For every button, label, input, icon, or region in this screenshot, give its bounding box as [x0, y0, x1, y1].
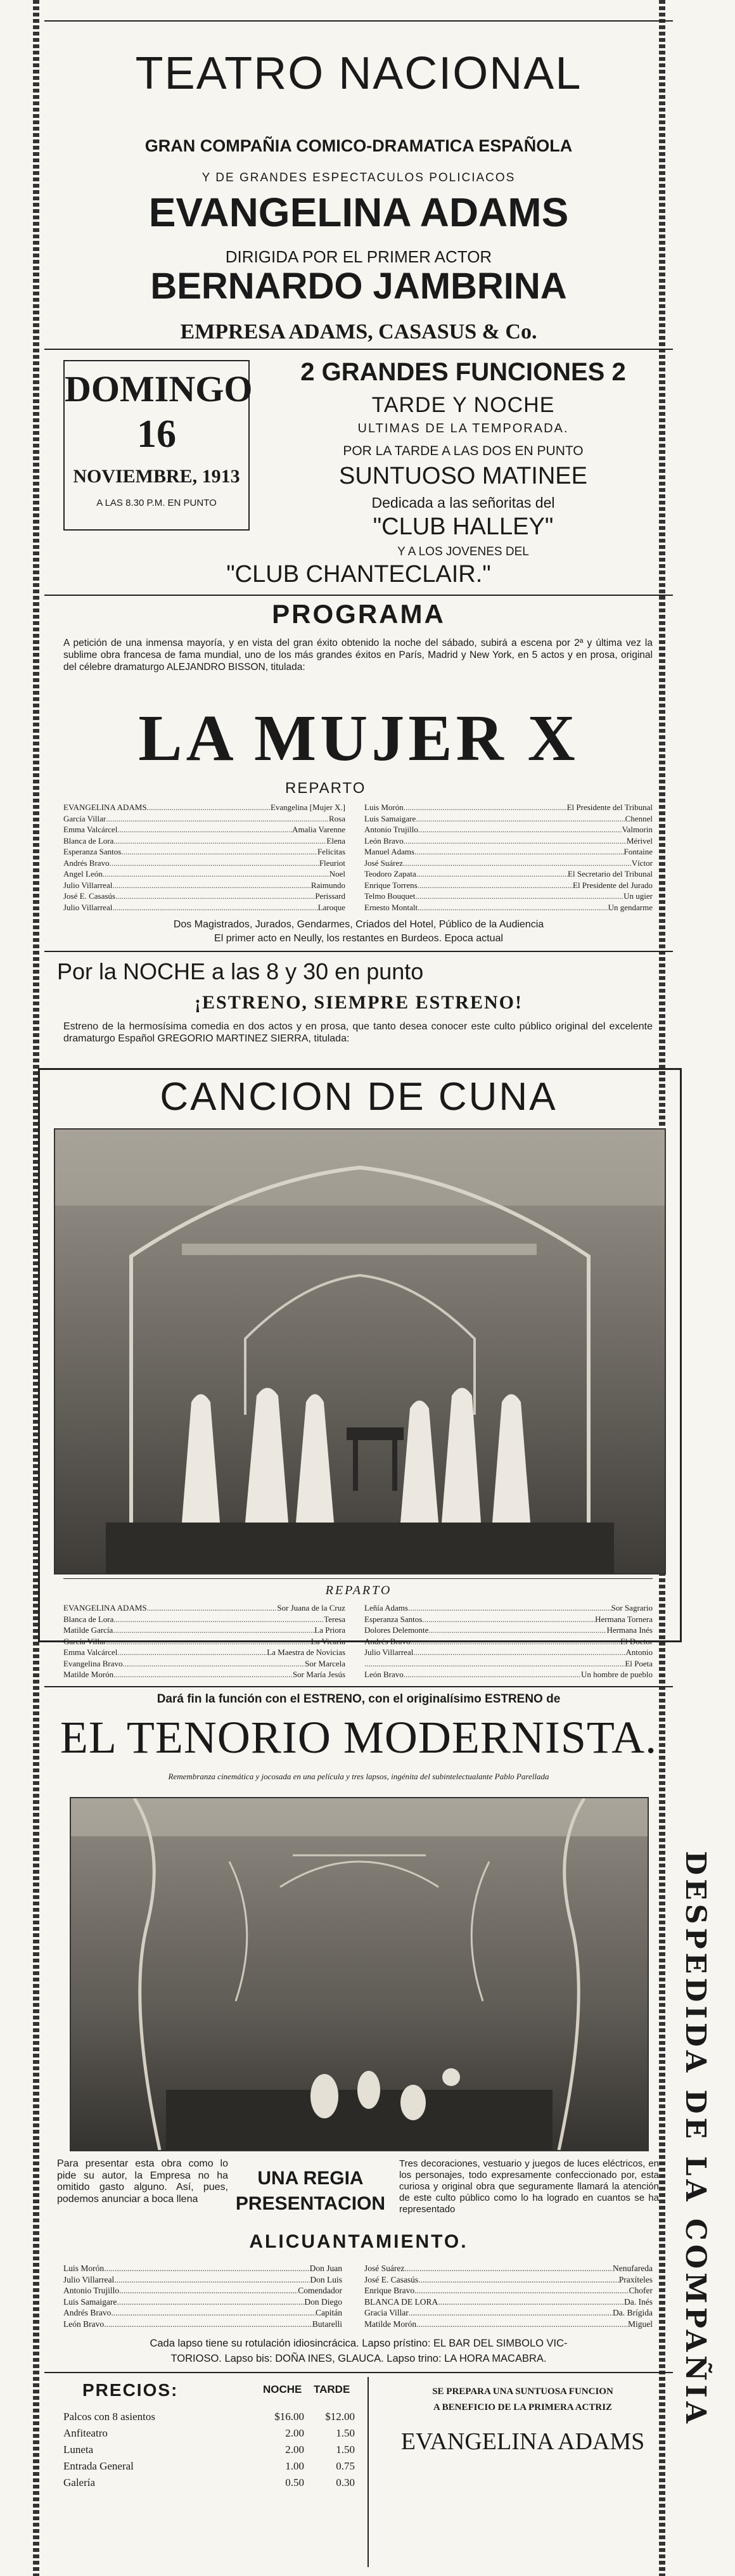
actor-name: Teodoro Zapata — [364, 869, 416, 879]
role-name: El Secretario del Tribunal — [568, 869, 653, 879]
actor-name: Julio Villarreal — [63, 880, 113, 890]
play-la-mujer-x: LA MUJER X — [138, 702, 579, 775]
actor-name: EVANGELINA ADAMS — [63, 802, 147, 812]
director-name: BERNARDO JAMBRINA — [150, 266, 567, 307]
cast-row — [364, 858, 653, 869]
leader-dots — [112, 880, 311, 891]
cast-row — [364, 1658, 653, 1670]
cast-row — [63, 1602, 345, 1614]
benefit-1: SE PREPARA UNA SUNTUOSA FUNCION — [432, 2386, 613, 2397]
role-name: Raimundo — [310, 880, 345, 890]
extras-1: Dos Magistrados, Jurados, Gendarmes, Criados del Hotel, Público de la Audiencia — [173, 919, 544, 930]
role-name: Mérivel — [626, 835, 653, 846]
functions-tarde-noche: TARDE Y NOCHE — [371, 393, 555, 417]
lapsos-1: Cada lapso tiene su rotulación idiosincrácica. Lapso prístino: EL BAR DEL SIMBOLO VIC- — [150, 2338, 568, 2349]
actor-name: Luis Samaigare — [364, 813, 416, 823]
leader-dots — [104, 2319, 312, 2330]
month-year: NOVIEMBRE, 1913 — [73, 466, 240, 487]
role-name: Sor Juana de la Cruz — [277, 1603, 345, 1613]
role-name: Don Juan — [309, 2264, 342, 2273]
actor-name: Telmo Bouquet — [364, 891, 416, 901]
actor-name: García Villar — [63, 1636, 106, 1646]
club-halley: "CLUB HALLEY" — [373, 513, 554, 540]
price-item: Galería — [63, 2476, 96, 2489]
leader-dots — [411, 1636, 621, 1647]
actor-name: José E. Casasús — [63, 891, 115, 901]
leader-dots — [113, 1669, 293, 1680]
leader-dots — [415, 891, 623, 902]
role-name: Teresa — [324, 1614, 345, 1624]
alicuantamiento-title: ALICUANTAMIENTO. — [249, 2231, 468, 2252]
leader-dots — [113, 1625, 314, 1636]
cast-row — [63, 1658, 345, 1670]
leader-dots — [119, 2285, 298, 2296]
prices-title: PRECIOS: — [82, 2380, 179, 2400]
price-noche: 1.00 — [285, 2460, 304, 2472]
photo-cancion-de-cuna — [54, 1128, 666, 1575]
col-noche: NOCHE — [263, 2383, 302, 2395]
cast-row — [63, 813, 345, 825]
leader-dots — [110, 858, 319, 869]
role-name: La Maestra de Novicias — [267, 1647, 345, 1657]
actor-name: Julio Villarreal — [364, 1647, 414, 1657]
programa-title: PROGRAMA — [272, 599, 445, 629]
role-name: El Poeta — [625, 1658, 653, 1668]
role-name: Un ugier — [623, 891, 653, 901]
actor-name: Antonio Trujillo — [364, 825, 418, 834]
role-name: El Doctor — [620, 1636, 653, 1646]
actor-name: José E. Casasús — [364, 2274, 419, 2284]
cast-list-mujer-left — [63, 802, 345, 913]
role-name: Valmorin — [622, 825, 653, 834]
price-noche: 0.50 — [285, 2476, 304, 2489]
actor-name: Luis Morón — [364, 802, 404, 812]
actor-name: Andrés Bravo — [63, 2308, 112, 2317]
cast-row — [364, 891, 653, 902]
actor-name: Blanca de Lora — [63, 1614, 114, 1624]
benefit-star: EVANGELINA ADAMS — [400, 2428, 645, 2455]
cast-row — [364, 2319, 653, 2330]
jovenes: Y A LOS JOVENES DEL — [397, 545, 529, 558]
cast-row — [364, 813, 653, 825]
role-name: Chennel — [625, 813, 653, 823]
actor-name: José Suárez — [364, 858, 404, 868]
cast-list-tenorio-right — [364, 2263, 653, 2329]
actor-name: Emma Valcárcel — [63, 825, 118, 834]
leader-dots — [418, 880, 573, 891]
leader-dots — [422, 1614, 595, 1625]
cast-row — [364, 1669, 653, 1680]
company-subline: Y DE GRANDES ESPECTACULOS POLICIACOS — [201, 171, 516, 184]
company-line: GRAN COMPAÑIA COMICO-DRAMATICA ESPAÑOLA — [144, 136, 573, 155]
actor-name: Enrique Bravo — [364, 2286, 415, 2295]
actor-name: Dolores Delemonte — [364, 1625, 429, 1635]
role-name: Fontaine — [623, 847, 653, 856]
cast-row — [364, 902, 653, 913]
actor-name: Matilde García — [63, 1625, 113, 1635]
leader-dots — [123, 1658, 305, 1670]
leader-dots — [113, 1614, 324, 1625]
cast-row — [63, 1625, 345, 1636]
role-name: Nenufareda — [613, 2264, 653, 2273]
actor-name: Matilde Morón — [364, 2319, 417, 2329]
reparto-2: REPARTO — [325, 1583, 392, 1597]
actor-name: Esperanza Santos — [364, 1614, 423, 1624]
cast-row — [364, 2307, 653, 2319]
cast-list-cuna-left — [63, 1602, 345, 1680]
tenorio-intro: Dará fin la función con el ESTRENO, con el originalísimo ESTRENO de — [157, 1692, 561, 1706]
cast-row — [63, 835, 345, 847]
actor-name: Evangelina Bravo — [63, 1658, 123, 1668]
cast-row — [63, 846, 345, 858]
cast-row — [63, 2285, 342, 2296]
actor-name: Angel León — [63, 869, 103, 879]
cast-row — [63, 891, 345, 902]
leader-dots — [117, 1647, 267, 1658]
poster-column — [44, 13, 673, 2567]
leader-dots — [438, 2296, 624, 2308]
role-name: Víctor — [631, 858, 653, 868]
leader-dots — [113, 835, 326, 847]
actor-name: Esperanza Santos — [63, 847, 122, 856]
leader-dots — [428, 1625, 606, 1636]
cast-row — [63, 802, 345, 813]
functions-headline: 2 GRANDES FUNCIONES 2 — [300, 358, 626, 386]
role-name: Sor María Jesús — [292, 1670, 345, 1679]
empresa: EMPRESA ADAMS, CASASUS & Co. — [180, 320, 537, 344]
leader-dots — [416, 2319, 628, 2330]
show-time: A LAS 8.30 P.M. EN PUNTO — [96, 498, 217, 508]
leader-dots — [104, 2263, 310, 2274]
leader-dots — [418, 824, 622, 835]
play-cancion-de-cuna: CANCION DE CUNA — [160, 1075, 558, 1119]
cast-row — [364, 835, 653, 847]
role-name: Noel — [329, 869, 345, 879]
leader-dots — [117, 824, 292, 835]
functions-afternoon: POR LA TARDE A LAS DOS EN PUNTO — [343, 444, 584, 458]
cast-row — [364, 2274, 653, 2286]
star-name: EVANGELINA ADAMS — [148, 190, 569, 235]
role-name: Sor Sagrario — [611, 1603, 653, 1613]
dedicated: Dedicada a las señoritas del — [371, 494, 555, 511]
leader-dots — [418, 2274, 619, 2286]
leader-dots — [106, 1636, 311, 1647]
day-name: DOMINGO — [65, 368, 253, 409]
role-name: Perissard — [315, 891, 345, 901]
price-tarde: 0.75 — [336, 2460, 355, 2472]
price-table — [63, 2409, 361, 2491]
actor-name: Blanca de Lora — [63, 835, 114, 846]
cast-row — [364, 2296, 653, 2308]
role-name: Fleuriot — [319, 858, 345, 868]
leader-dots — [414, 2285, 629, 2296]
leader-dots — [404, 2263, 613, 2274]
leader-dots — [103, 868, 329, 880]
reparto-1: REPARTO — [285, 780, 366, 797]
theater-name: TEATRO NACIONAL — [135, 48, 582, 99]
cast-row — [364, 868, 653, 880]
actor-name: Emma Valcárcel — [63, 1647, 118, 1657]
role-name: Un hombre de pueblo — [580, 1670, 653, 1679]
actor-name: Julio Villarreal — [63, 902, 113, 912]
matinee: SUNTUOSO MATINEE — [339, 463, 587, 489]
side-banner-despedida: DESPEDIDA DE LA COMPAÑIA — [679, 1851, 712, 2427]
benefit-2: A BENEFICIO DE LA PRIMERA ACTRIZ — [433, 2402, 613, 2412]
price-row — [63, 2458, 361, 2475]
actor-name: Enrique Torrens — [364, 880, 418, 890]
role-name: Evangelina [Mujer X.] — [270, 802, 345, 812]
leader-dots — [106, 813, 329, 825]
leader-dots — [404, 1669, 581, 1680]
cast-list-tenorio-left — [63, 2263, 342, 2329]
price-item: Anfiteatro — [63, 2427, 108, 2439]
role-name: El Presidente del Jurado — [573, 880, 653, 890]
cast-row — [63, 2263, 342, 2274]
cast-row — [364, 824, 653, 835]
stage-photo-2 — [71, 1798, 648, 2150]
cast-row — [63, 1636, 345, 1647]
role-name: Praxíteles — [618, 2274, 653, 2284]
cast-row — [63, 902, 345, 913]
actor-name: Matilde Morón — [63, 1670, 114, 1679]
actor-name: Andrés Bravo — [364, 1636, 411, 1646]
actor-name: Leñía Adams — [364, 1603, 408, 1613]
cast-row — [63, 824, 345, 835]
extras-2: El primer acto en Neully, los restantes en Burdeos. Epoca actual — [214, 933, 503, 944]
cast-row — [364, 802, 653, 813]
actor-name: Andrés Bravo — [63, 858, 110, 868]
role-name: Da. Brígida — [613, 2308, 653, 2317]
cast-row — [63, 880, 345, 891]
leader-dots — [147, 1602, 278, 1614]
role-name: Felicitas — [317, 847, 345, 856]
estreno-line: ¡ESTRENO, SIEMPRE ESTRENO! — [195, 992, 523, 1013]
leader-dots — [418, 902, 608, 913]
actor-name: León Bravo — [63, 2319, 105, 2329]
noche-intro: Estreno de la hermosísima comedia en dos actos y en prosa, que tanto desea conocer este culto público original del excelente dramaturgo Español GREGORIO MARTINEZ SIERRA, titulada: — [63, 1021, 653, 1044]
role-name: Laroque — [317, 902, 345, 912]
actor-name: Julio Villarreal — [63, 2274, 115, 2284]
price-tarde: 0.30 — [336, 2476, 355, 2489]
role-name: Chofer — [629, 2286, 653, 2295]
role-name: Da. Inés — [624, 2296, 653, 2307]
photo-tenorio — [70, 1797, 649, 2151]
tenorio-right-text: Tres decoraciones, vestuario y juegos de luces eléctricos, en los personajes, todo expresamente confeccionado por, esta curiosa y original obra que seguramente llamará la atención de este culto público como lo ha logrado en cuantos se ha representado — [399, 2158, 659, 2215]
day-number: 16 — [137, 413, 176, 456]
lapsos-2: TORIOSO. Lapso bis: DOÑA INES, GLAUCA. Lapso trino: LA HORA MACABRA. — [170, 2353, 547, 2364]
noche-line: Por la NOCHE a las 8 y 30 en punto — [57, 958, 424, 984]
price-noche: $16.00 — [274, 2411, 304, 2423]
cast-row — [63, 868, 345, 880]
actor-name: García Villar — [63, 813, 106, 823]
leader-dots — [112, 902, 317, 913]
leader-dots — [409, 2307, 613, 2319]
price-row — [63, 2475, 361, 2491]
cast-row — [364, 1625, 653, 1636]
leader-dots — [408, 1602, 611, 1614]
leader-dots — [115, 891, 315, 902]
role-name: Amalia Varenne — [292, 825, 345, 834]
role-name: Hermana Tornera — [595, 1614, 653, 1624]
price-noche: 2.00 — [285, 2427, 304, 2439]
price-item: Entrada General — [63, 2460, 134, 2472]
regia-2: PRESENTACION — [235, 2193, 386, 2214]
role-name: Don Luis — [310, 2274, 342, 2284]
cast-row — [364, 846, 653, 858]
leader-dots — [413, 1647, 625, 1658]
tenorio-sub: Remembranza cinemática y jocosada en una película y tres lapsos, ingénita del subintelectualante Pablo Parellada — [168, 1772, 549, 1781]
cast-list-cuna-right — [364, 1602, 653, 1680]
cast-row — [364, 1636, 653, 1647]
role-name: Don Diego — [304, 2296, 342, 2307]
role-name: Butarelli — [312, 2319, 342, 2329]
tenorio-left-text: Para presentar esta obra como lo pide su autor, la Empresa no ha omitido gasto alguno. Así, pues, podemos anunciar a boca llena — [57, 2158, 228, 2205]
role-name: Comendador — [298, 2286, 342, 2295]
cast-row — [63, 1647, 345, 1658]
price-tarde: 1.50 — [336, 2444, 355, 2456]
cast-row — [364, 880, 653, 891]
directed-by: DIRIGIDA POR EL PRIMER ACTOR — [225, 247, 492, 266]
actor-name: Manuel Adams — [364, 847, 415, 856]
leader-dots — [111, 2307, 316, 2319]
price-row — [63, 2442, 361, 2458]
actor-name: José Suárez — [364, 2264, 405, 2273]
cast-row — [63, 2274, 342, 2286]
role-name: Antonio — [625, 1647, 653, 1657]
actor-name: Luis Samaigare — [63, 2296, 117, 2307]
actor-name: León Bravo — [364, 1670, 404, 1679]
actor-name: EVANGELINA ADAMS — [63, 1603, 147, 1613]
programa-intro: A petición de una inmensa mayoría, y en vista del gran éxito obtenido la noche del sábado, subirá a escena por 2ª y última vez la sublime obra francesa de fama mundial, uno de los más grandes éxitos en París, Madrid y New York, en 5 actos y en prosa, original del célebre dramaturgo ALEJANDRO BISSON, titulada: — [63, 638, 653, 673]
actor-name: BLANCA DE LORA — [364, 2296, 438, 2307]
leader-dots — [364, 1658, 625, 1670]
role-name: Miguel — [628, 2319, 653, 2329]
role-name: Capitán — [316, 2308, 342, 2317]
role-name: La Vicaria — [310, 1636, 345, 1646]
cast-row — [63, 1614, 345, 1625]
role-name: Un gendarme — [608, 902, 653, 912]
role-name: Rosa — [329, 813, 345, 823]
functions-season: ULTIMAS DE LA TEMPORADA. — [357, 422, 569, 435]
cast-row — [364, 1602, 653, 1614]
leader-dots — [404, 835, 627, 847]
leader-dots — [114, 2274, 310, 2286]
date-box — [63, 360, 253, 531]
cast-row — [364, 1647, 653, 1658]
cast-row — [364, 1614, 653, 1625]
cast-row — [63, 858, 345, 869]
leader-dots — [117, 2296, 304, 2308]
actor-name: Gracia Villar — [364, 2308, 409, 2317]
leader-dots — [416, 813, 625, 825]
price-item: Palcos con 8 asientos — [63, 2411, 155, 2423]
leader-dots — [404, 802, 567, 813]
actor-name: Antonio Trujillo — [63, 2286, 120, 2295]
leader-dots — [416, 868, 568, 880]
cast-row — [63, 2296, 342, 2308]
leader-dots — [414, 846, 623, 858]
col-tarde: TARDE — [314, 2383, 350, 2395]
role-name: La Priora — [314, 1625, 345, 1635]
price-tarde: 1.50 — [336, 2427, 355, 2439]
club-chanteclair: "CLUB CHANTECLAIR." — [226, 561, 491, 588]
cast-row — [364, 2285, 653, 2296]
price-tarde: $12.00 — [325, 2411, 355, 2423]
play-tenorio: EL TENORIO MODERNISTA. — [60, 1712, 658, 1763]
role-name: Sor Marcela — [305, 1658, 345, 1668]
price-row — [63, 2409, 361, 2425]
cast-list-mujer-right — [364, 802, 653, 913]
role-name: Elena — [326, 835, 345, 846]
role-name: Hermana Inés — [606, 1625, 653, 1635]
leader-dots — [121, 846, 317, 858]
actor-name: León Bravo — [364, 835, 404, 846]
leader-dots — [147, 802, 271, 813]
cast-row — [364, 2263, 653, 2274]
cast-row — [63, 1669, 345, 1680]
actor-name: Ernesto Montalt — [364, 902, 418, 912]
price-noche: 2.00 — [285, 2444, 304, 2456]
cast-row — [63, 2319, 342, 2330]
leader-dots — [403, 858, 632, 869]
cast-row — [63, 2307, 342, 2319]
regia-1: UNA REGIA — [257, 2168, 364, 2189]
actor-name: Luis Morón — [63, 2264, 105, 2273]
stage-photo-1 — [55, 1130, 665, 1573]
price-item: Luneta — [63, 2444, 94, 2456]
role-name: El Presidente del Tribunal — [566, 802, 653, 812]
price-row — [63, 2425, 361, 2442]
